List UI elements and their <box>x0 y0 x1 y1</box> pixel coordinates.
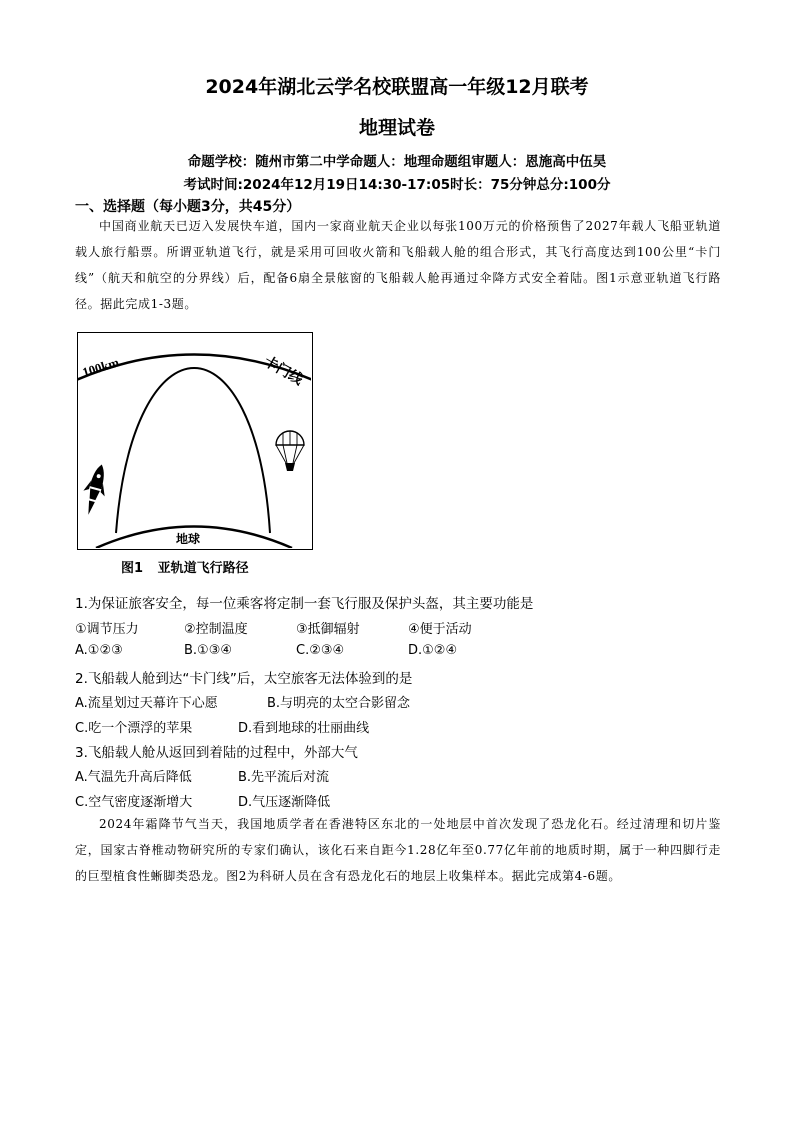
figure-1 <box>77 332 313 550</box>
label-earth: 地球 <box>176 532 201 546</box>
q1-option-d: D.①②④ <box>408 643 458 658</box>
q1-item-4: ④便于活动 <box>408 622 472 637</box>
exam-time-info: 考试时间:2024年12月19日14:30-17:05时长：75分钟总分:100分 <box>183 177 611 193</box>
exam-authors: 命题学校：随州市第二中学命题人：地理命题组审题人：恩施高中伍昊 <box>187 154 607 170</box>
rocket-icon <box>78 462 112 518</box>
label-karman-line: 卡门线 <box>261 353 306 389</box>
label-100km: 100km <box>80 354 121 380</box>
section-title: 一、选择题（每小题3分，共45分） <box>75 199 301 215</box>
passage-1: 中国商业航天已迈入发展快车道，国内一家商业航天企业以每张100万元的价格预售了2027年载人飞船亚轨道载人旅行船票。所谓亚轨道飞行，就是采用可回收火箭和飞船载人舱的组合形式，其飞行高度达到100公里“卡门线”（航天和航空的分界线）后，配备6扇全景舷窗的飞船载人舱再通过伞降方式安全着陆。图1示意亚轨道飞行路径。据此完成1-3题。 <box>75 219 721 311</box>
q2-option-d: D.看到地球的壮丽曲线 <box>238 721 370 736</box>
q2-option-c: C.吃一个漂浮的苹果 <box>75 721 193 736</box>
q1-option-c: C.②③④ <box>296 643 345 658</box>
q3-option-b: B.先平流后对流 <box>238 770 330 785</box>
question-3-stem: 3.飞船载人舱从返回到着陆的过程中，外部大气 <box>75 745 358 761</box>
flight-path <box>116 368 270 533</box>
question-1-stem: 1.为保证旅客安全，每一位乘客将定制一套飞行服及保护头盔，其主要功能是 <box>75 596 534 612</box>
q1-item-2: ②控制温度 <box>184 622 248 637</box>
parachute-icon <box>276 431 304 471</box>
q1-item-3: ③抵御辐射 <box>296 622 360 637</box>
q2-option-a: A.流星划过天幕许下心愿 <box>75 696 218 711</box>
caption-text: 亚轨道飞行路径 <box>157 561 249 576</box>
q3-option-d: D.气压逐渐降低 <box>238 795 331 810</box>
exam-title: 2024年湖北云学名校联盟高一年级12月联考 <box>205 76 589 98</box>
q1-option-b: B.①③④ <box>184 643 233 658</box>
q1-option-a: A.①②③ <box>75 643 123 658</box>
figure-1-caption <box>121 557 249 576</box>
caption-number: 图1 <box>121 561 144 576</box>
passage-2: 2024年霜降节气当天，我国地质学者在香港特区东北的一处地层中首次发现了恐龙化石。经过清理和切片鉴定，国家古脊椎动物研究所的专家们确认，该化石来自距今1.28亿年至0.77亿年前的地质时期，属于一种四脚行走的巨型植食性蜥脚类恐龙。图2为科研人员在含有恐龙化石的地层上收集样本。据此完成第4-6题。 <box>75 817 721 883</box>
q3-option-c: C.空气密度逐渐增大 <box>75 795 193 810</box>
exam-subject: 地理试卷 <box>358 117 435 139</box>
q3-option-a: A.气温先升高后降低 <box>75 770 192 785</box>
q1-item-1: ①调节压力 <box>75 622 139 637</box>
q2-option-b: B.与明亮的太空合影留念 <box>267 696 411 711</box>
question-2-stem: 2.飞船载人舱到达“卡门线”后，太空旅客无法体验到的是 <box>75 671 413 687</box>
